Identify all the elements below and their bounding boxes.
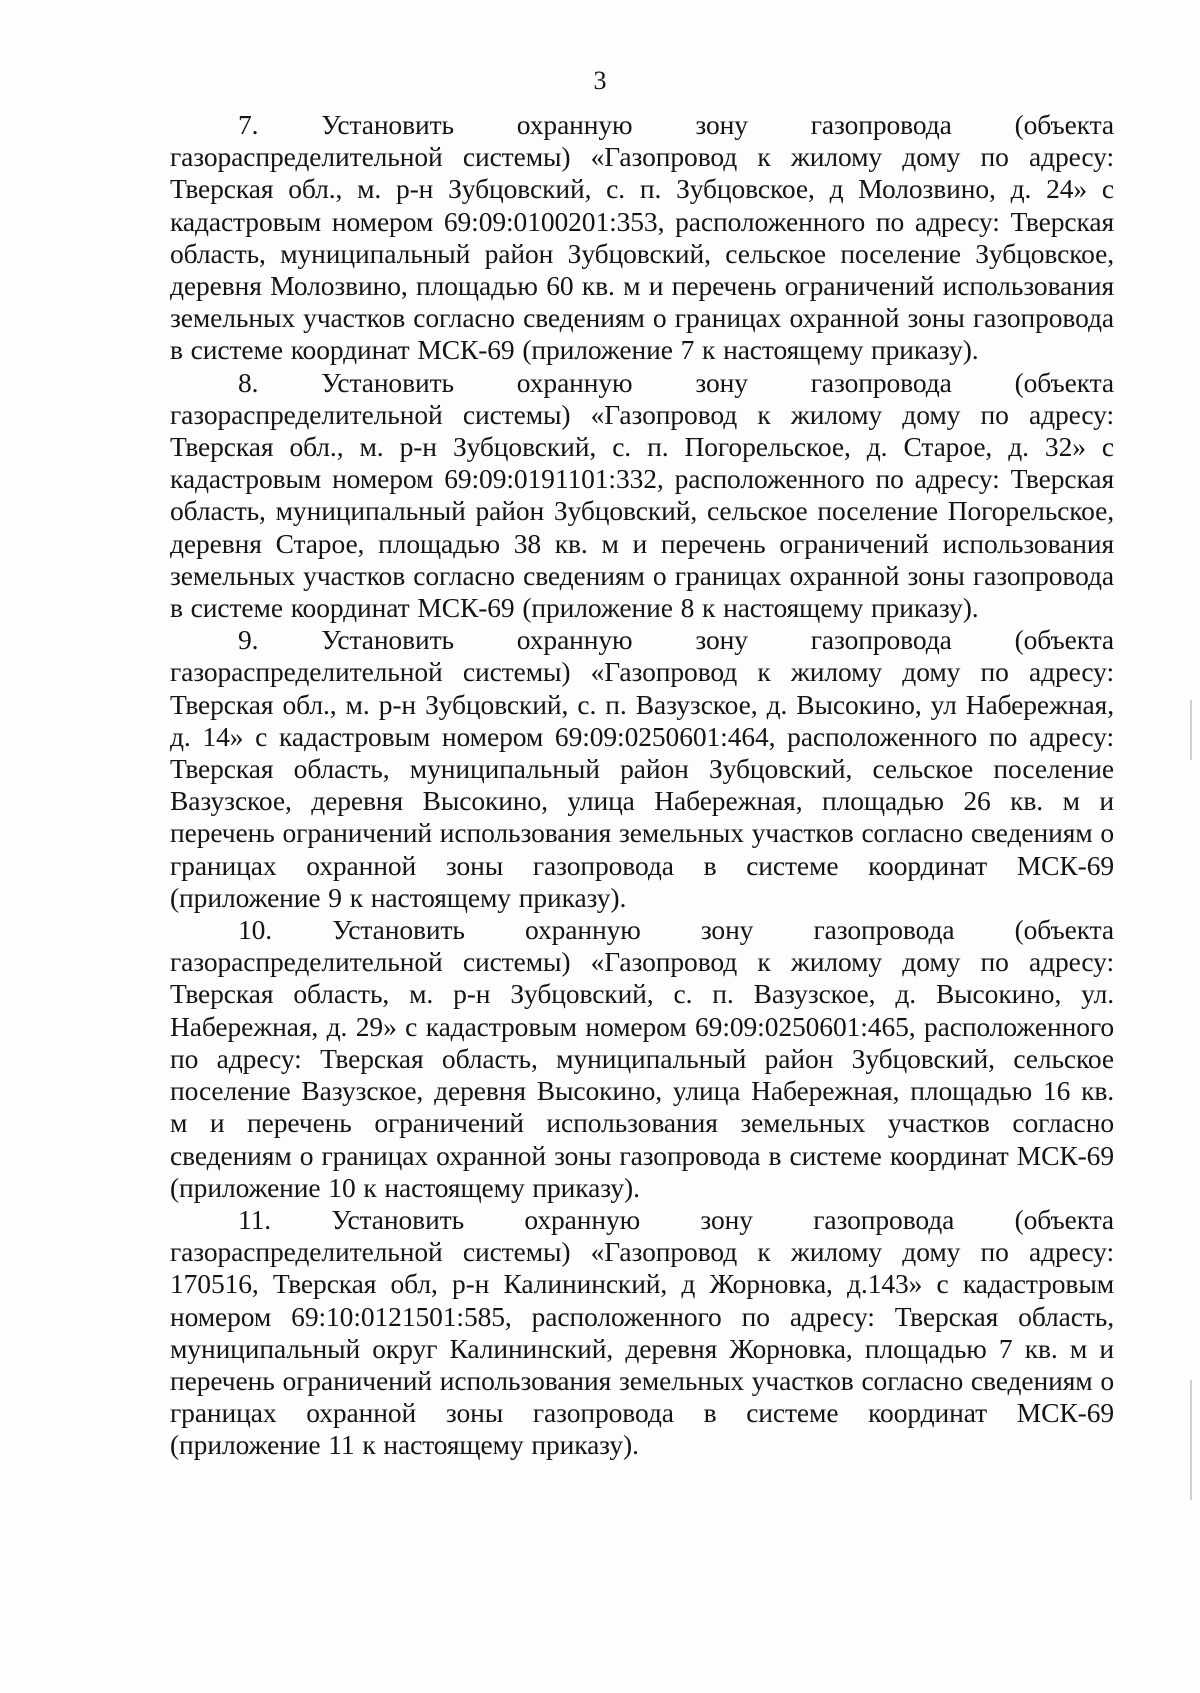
scan-edge-mark	[1190, 700, 1192, 760]
paragraph-item-9: 9. Установить охранную зону газопровода (объекта газораспределительной системы) «Газопровод к жилому дому по адресу: Тверская обл., м. р-н Зубцовский, с. п. Вазузское, д. Высокино, ул Набережная, д. 14» с кадастровым номером 69:09:0250601:464, расположенного по адресу: Тверская область, муниципальный район Зубцовский, сельское поселение Вазузское, деревня Высокино, улица Набережная, площадью 26 кв. м и перечень ограничений использования земельных участков согласно сведениям о границах охранной зоны газопровода в системе координат МСК-69 (приложение 9 к настоящему приказу).	[170, 624, 1114, 913]
scan-edge-mark	[1190, 1380, 1192, 1500]
paragraph-item-11: 11. Установить охранную зону газопровода (объекта газораспределительной системы) «Газопровод к жилому дому по адресу: 170516, Тверская обл, р-н Калининский, д Жорновка, д.143» с кадастровым номером 69:10:0121501:585, расположенного по адресу: Тверская область, муниципальный округ Калининский, деревня Жорновка, площадью 7 кв. м и перечень ограничений использования земельных участков согласно сведениям о границах охранной зоны газопровода в системе координат МСК-69 (приложение 11 к настоящему приказу).	[170, 1203, 1114, 1461]
paragraph-item-8: 8. Установить охранную зону газопровода (объекта газораспределительной системы) «Газопровод к жилому дому по адресу: Тверская обл., м. р-н Зубцовский, с. п. Погорельское, д. Старое, д. 32» с кадастровым номером 69:09:0191101:332, расположенного по адресу: Тверская область, муниципальный район Зубцовский, сельское поселение Погорельское, деревня Старое, площадью 38 кв. м и перечень ограничений использования земельных участков согласно сведениям о границах охранной зоны газопровода в системе координат МСК-69 (приложение 8 к настоящему приказу).	[170, 366, 1114, 624]
page-number: 3	[593, 66, 607, 95]
document-body	[170, 109, 1114, 1462]
paragraph-item-10: 10. Установить охранную зону газопровода (объекта газораспределительной системы) «Газопровод к жилому дому по адресу: Тверская область, м. р-н Зубцовский, с. п. Вазузское, д. Высокино, ул. Набережная, д. 29» с кадастровым номером 69:09:0250601:465, расположенного по адресу: Тверская область, муниципальный район Зубцовский, сельское поселение Вазузское, деревня Высокино, улица Набережная, площадью 16 кв. м и перечень ограничений использования земельных участков согласно сведениям о границах охранной зоны газопровода в системе координат МСК-69 (приложение 10 к настоящему приказу).	[170, 914, 1114, 1203]
paragraph-item-7: 7. Установить охранную зону газопровода (объекта газораспределительной системы) «Газопровод к жилому дому по адресу: Тверская обл., м. р-н Зубцовский, с. п. Зубцовское, д Молозвино, д. 24» с кадастровым номером 69:09:0100201:353, расположенного по адресу: Тверская область, муниципальный район Зубцовский, сельское поселение Зубцовское, деревня Молозвино, площадью 60 кв. м и перечень ограничений использования земельных участков согласно сведениям о границах охранной зоны газопровода в системе координат МСК-69 (приложение 7 к настоящему приказу).	[170, 109, 1114, 366]
